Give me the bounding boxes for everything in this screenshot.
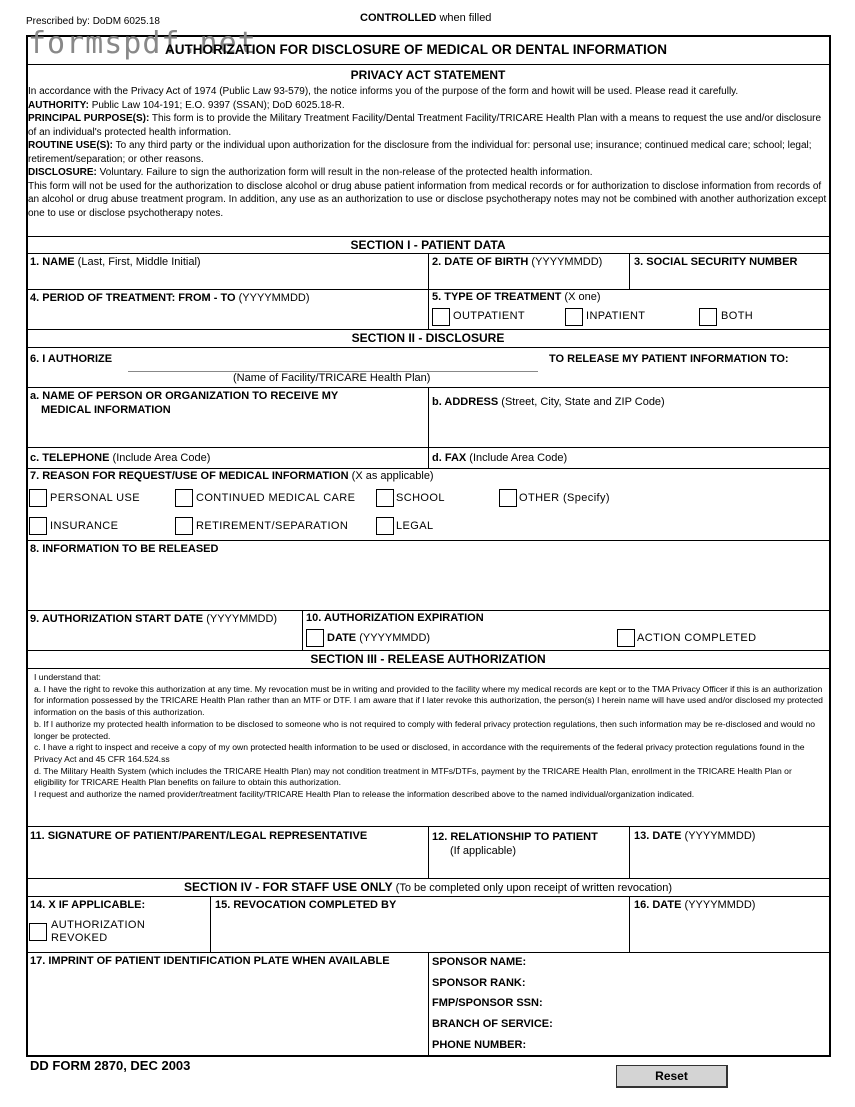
other-label: OTHER (Specify) [519, 492, 610, 504]
relationship-label[interactable]: 12. RELATIONSHIP TO PATIENT (If applicable) [432, 831, 598, 857]
revocation-date-label[interactable]: 16. DATE (YYYYMMDD) [634, 899, 756, 911]
outpatient-checkbox[interactable] [432, 308, 450, 326]
privacy-intro: In accordance with the Privacy Act of 1974 (Public Law 93-579), the notice informs you of the purpose of the form and howit will be used. Please read it carefully. [28, 86, 739, 97]
both-checkbox[interactable] [699, 308, 717, 326]
authority-label: AUTHORITY: [28, 99, 89, 111]
ssn-field-label[interactable]: 3. SOCIAL SECURITY NUMBER [634, 256, 798, 268]
routine-label: ROUTINE USE(S): [28, 140, 113, 151]
inpatient-label: INPATIENT [586, 310, 646, 322]
authorization-revoked-checkbox[interactable] [29, 923, 47, 941]
insurance-checkbox[interactable] [29, 517, 47, 535]
address-label[interactable]: b. ADDRESS (Street, City, State and ZIP Code) [432, 396, 665, 408]
branch-label[interactable]: BRANCH OF SERVICE: [432, 1018, 553, 1030]
fax-label[interactable]: d. FAX (Include Area Code) [432, 452, 568, 464]
term-c: c. I have a right to inspect and receive a copy of my own protected health information to be used or disclosed, in accordance with the requirements of the federal privacy protection regulations found in the Privacy Act and 45 CFR 164.524.ss [34, 742, 805, 764]
retirement-label: RETIREMENT/SEPARATION [196, 520, 349, 532]
expiration-date-label: DATE (YYYYMMDD) [327, 632, 431, 644]
expiration-date-checkbox[interactable] [306, 629, 324, 647]
dob-field-label[interactable]: 2. DATE OF BIRTH (YYYYMMDD) [432, 256, 603, 268]
info-released-label[interactable]: 8. INFORMATION TO BE RELEASED [30, 543, 219, 555]
imprint-label: 17. IMPRINT OF PATIENT IDENTIFICATION PLATE WHEN AVAILABLE [30, 955, 390, 967]
reset-button[interactable]: Reset [616, 1065, 728, 1088]
name-field-label[interactable]: 1. NAME (Last, First, Middle Initial) [30, 256, 201, 268]
personal-use-label: PERSONAL USE [50, 492, 140, 504]
phone-number-label[interactable]: PHONE NUMBER: [432, 1039, 527, 1051]
purpose-text: This form is to provide the Military Treatment Facility/Dental Treatment Facility/TRICARE Health Plan with a means to request the use and/or disclosure of an individual's protected health information. [28, 113, 822, 138]
telephone-label[interactable]: c. TELEPHONE (Include Area Code) [30, 452, 211, 464]
school-checkbox[interactable] [376, 489, 394, 507]
term-d: d. The Military Health System (which includes the TRICARE Health Plan) may not condition treatment in MTFs/DTFs, payment by the TRICARE Health Plan, enrollment in the TRICARE Health Plan or eligibility for TRICARE Health Plan benefits on failure to obtain this authorization. [34, 765, 792, 788]
release-to-label: TO RELEASE MY PATIENT INFORMATION TO: [549, 353, 789, 365]
section-3-heading: SECTION III - RELEASE AUTHORIZATION [310, 652, 546, 666]
privacy-act-text [28, 85, 828, 220]
action-completed-label: ACTION COMPLETED [637, 632, 757, 644]
outpatient-label: OUTPATIENT [453, 310, 526, 322]
watermark-logo: formspdf.net [28, 26, 257, 61]
disclosure-text: Voluntary. Failure to sign the authorization form will result in the non-release of the protected health information. [96, 167, 593, 178]
other-checkbox[interactable] [499, 489, 517, 507]
authorization-revoked-label: AUTHORIZATION REVOKED [51, 919, 146, 944]
legal-label: LEGAL [396, 520, 434, 532]
x-applicable-label: 14. X IF APPLICABLE: [30, 899, 146, 911]
treatment-period-label[interactable]: 4. PERIOD OF TREATMENT: FROM - TO (YYYYMMDD) [30, 292, 310, 304]
release-terms [34, 672, 824, 801]
expiration-label: 10. AUTHORIZATION EXPIRATION [306, 612, 484, 624]
term-b: b. If I authorize my protected health information to be disclosed to someone who is not required to comply with federal privacy protection regulations, then such information may be re-disclosed and would no longer be protected. [34, 718, 816, 741]
understand-text: I understand that: [34, 672, 101, 682]
signature-date-label[interactable]: 13. DATE (YYYYMMDD) [634, 830, 756, 842]
treatment-type-label: 5. TYPE OF TREATMENT (X one) [432, 291, 601, 303]
school-label: SCHOOL [396, 492, 445, 504]
sponsor-name-label[interactable]: SPONSOR NAME: [432, 956, 527, 968]
continued-care-checkbox[interactable] [175, 489, 193, 507]
facility-hint: (Name of Facility/TRICARE Health Plan) [233, 372, 431, 384]
privacy-closing: This form will not be used for the authorization to disclose alcohol or drug abuse patient information from medical records or for authorization to disclose information from records of an alcohol or drug abuse treatment program. In addition, any use as an authorization to use or disclose psychotherapy notes may not be combined with another authorization except one to use or disclose psychotherapy notes. [28, 180, 827, 219]
term-a: a. I have the right to revoke this authorization at any time. My revocation must be in writing and provided to the facility where my medical records are kept or to the TMA Privacy Officer if this is an authorization for information possessed by the TRICARE Health Plan rather than an MTF or DTF. I am aware that if I later revoke this authorization, the person(s) I herein name will have used and/or disclosed my protected information on the basis of this authorization. [34, 683, 823, 718]
section-4-heading: SECTION IV - FOR STAFF USE ONLY (To be completed only upon receipt of written revocation) [183, 880, 673, 894]
fmp-ssn-label[interactable]: FMP/SPONSOR SSN: [432, 997, 543, 1009]
privacy-heading: PRIVACY ACT STATEMENT [350, 68, 506, 82]
start-date-label[interactable]: 9. AUTHORIZATION START DATE (YYYYMMDD) [30, 613, 278, 625]
inpatient-checkbox[interactable] [565, 308, 583, 326]
section-1-heading: SECTION I - PATIENT DATA [350, 238, 506, 252]
revocation-completed-label[interactable]: 15. REVOCATION COMPLETED BY [215, 899, 397, 911]
personal-use-checkbox[interactable] [29, 489, 47, 507]
continued-care-label: CONTINUED MEDICAL CARE [196, 492, 356, 504]
authority-text: Public Law 104-191; E.O. 9397 (SSAN); DoD 6025.18-R. [88, 99, 345, 111]
both-label: BOTH [721, 310, 754, 322]
signature-label[interactable]: 11. SIGNATURE OF PATIENT/PARENT/LEGAL REPRESENTATIVE [30, 830, 368, 842]
sponsor-rank-label[interactable]: SPONSOR RANK: [432, 977, 526, 989]
form-id: DD FORM 2870, DEC 2003 [30, 1058, 191, 1073]
controlled-notice [360, 12, 491, 24]
disclosure-label: DISCLOSURE: [28, 167, 97, 178]
authorize-label: 6. I AUTHORIZE [30, 353, 113, 365]
section-2-heading: SECTION II - DISCLOSURE [351, 331, 505, 345]
legal-checkbox[interactable] [376, 517, 394, 535]
form-title: AUTHORIZATION FOR DISCLOSURE OF MEDICAL OR DENTAL INFORMATION [165, 42, 667, 57]
controlled-rest: when filled [436, 12, 492, 24]
retirement-checkbox[interactable] [175, 517, 193, 535]
recipient-label[interactable]: a. NAME OF PERSON OR ORGANIZATION TO RECEIVE MY MEDICAL INFORMATION [30, 390, 339, 416]
reason-label: 7. REASON FOR REQUEST/USE OF MEDICAL INFORMATION (X as applicable) [30, 470, 434, 482]
purpose-label: PRINCIPAL PURPOSE(S): [28, 113, 150, 124]
request-text: I request and authorize the named provider/treatment facility/TRICARE Health Plan to release the information described above to the named individual/organization indicated. [34, 789, 695, 800]
action-completed-checkbox[interactable] [617, 629, 635, 647]
insurance-label: INSURANCE [50, 520, 119, 532]
controlled-label: CONTROLLED [360, 12, 437, 24]
prescribed-by: Prescribed by: DoDM 6025.18 [26, 16, 160, 27]
routine-text: To any third party or the individual upon authorization for the disclosure from the individual for: personal use; insurance; continued medical care; school; legal; retirement/separation; or other reasons. [28, 140, 812, 165]
